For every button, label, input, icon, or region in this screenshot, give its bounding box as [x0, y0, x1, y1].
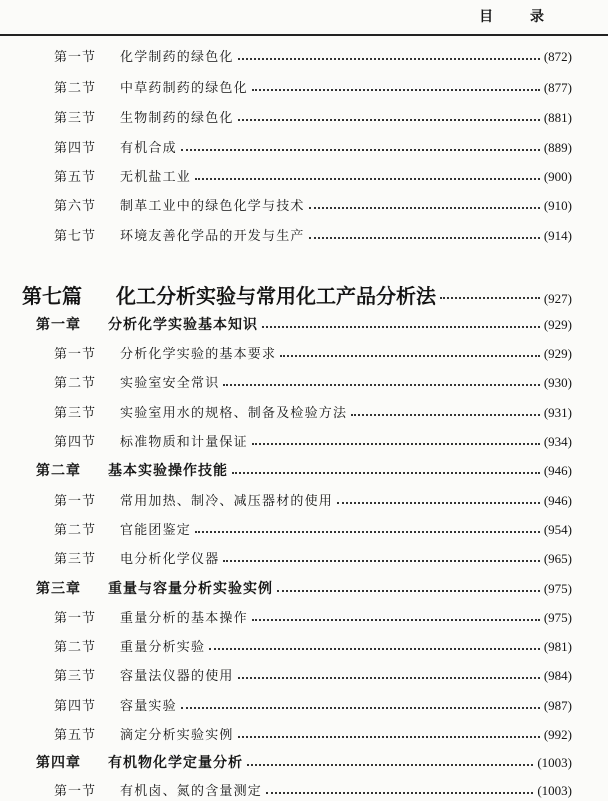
dot-leader: [181, 707, 540, 709]
entry-title: 环境友善化学品的开发与生产: [120, 229, 305, 244]
entry-title: 重量分析的基本操作: [120, 611, 248, 626]
entry-page-number: (975): [543, 610, 572, 625]
toc-entry-chapter[interactable]: [36, 752, 572, 772]
dot-leader: [252, 89, 540, 91]
entry-label: 第五节: [54, 170, 97, 185]
toc-entry-section[interactable]: [54, 166, 572, 185]
dot-leader: [252, 443, 540, 445]
chapter-label: 第一章: [36, 317, 81, 333]
entry-title: 官能团鉴定: [120, 523, 192, 538]
entry-label: 第二节: [54, 640, 97, 655]
dot-leader: [195, 178, 540, 180]
toc-entry-section[interactable]: [54, 490, 572, 509]
entry-title: 生物制药的绿色化: [120, 111, 234, 126]
dot-leader: [309, 207, 540, 209]
chapter-label: 第三章: [36, 581, 81, 597]
entry-label: 第一节: [54, 50, 97, 65]
entry-page-number: (931): [543, 405, 572, 420]
entry-title: 实验室用水的规格、制备及检验方法: [120, 406, 348, 421]
dot-leader: [262, 326, 540, 328]
entry-title: 有机合成: [120, 141, 177, 156]
toc-entry-section[interactable]: [54, 225, 572, 244]
dot-leader: [252, 619, 540, 621]
toc-entry-chapter[interactable]: [36, 314, 572, 334]
entry-title: 有机卤、氮的含量测定: [120, 784, 263, 799]
toc-entry-section[interactable]: [54, 372, 572, 391]
toc-entry-chapter[interactable]: [36, 460, 572, 480]
entry-title: 化学制药的绿色化: [120, 50, 234, 65]
entry-title: 分析化学实验的基本要求: [120, 347, 277, 362]
entry-title: 容量实验: [120, 699, 177, 714]
entry-label: 第一节: [54, 494, 97, 509]
header-title: 目 录: [479, 9, 560, 25]
entry-title: 重量分析实验: [120, 640, 206, 655]
entry-page-number: (914): [543, 228, 572, 243]
toc-entry-section[interactable]: [54, 46, 572, 65]
entry-label: 第四节: [54, 141, 97, 156]
part-label: 第七篇: [22, 284, 82, 308]
toc-entry-section[interactable]: [54, 107, 572, 126]
entry-page-number: (984): [543, 668, 572, 683]
dot-leader: [238, 677, 540, 679]
toc-entry-section[interactable]: [54, 724, 572, 743]
entry-title: 滴定分析实验实例: [120, 728, 234, 743]
dot-leader: [277, 590, 540, 592]
dot-leader: [223, 384, 539, 386]
entry-label: 第一节: [54, 784, 97, 799]
toc-entry-section[interactable]: [54, 665, 572, 684]
toc-entry-section[interactable]: [54, 780, 572, 799]
toc-entry-section[interactable]: [54, 77, 572, 96]
entry-page-number: (981): [543, 639, 572, 654]
entry-page-number: (929): [543, 346, 572, 361]
dot-leader: [266, 792, 533, 794]
toc-entry-section[interactable]: [54, 402, 572, 421]
entry-page-number: (900): [543, 169, 572, 184]
entry-page-number: (987): [543, 698, 572, 713]
entry-page-number: (992): [543, 727, 572, 742]
entry-label: 第二节: [54, 81, 97, 96]
dot-leader: [351, 414, 540, 416]
entry-page-number: (889): [543, 140, 572, 155]
toc-entry-section[interactable]: [54, 195, 572, 214]
toc-entry-section[interactable]: [54, 607, 572, 626]
dot-leader: [309, 237, 540, 239]
entry-page-number: (965): [543, 551, 572, 566]
entry-title: 容量法仪器的使用: [120, 669, 234, 684]
dot-leader: [181, 149, 540, 151]
dot-leader: [280, 355, 540, 357]
dot-leader: [238, 736, 540, 738]
entry-title: 常用加热、制冷、减压器材的使用: [120, 494, 334, 509]
entry-title: 电分析化学仪器: [120, 552, 220, 567]
chapter-page-number: (1003): [537, 755, 572, 770]
entry-page-number: (881): [543, 110, 572, 125]
chapter-page-number: (946): [543, 463, 572, 478]
part-title: 化工分析实验与常用化工产品分析法: [116, 284, 436, 308]
toc-entry-section[interactable]: [54, 636, 572, 655]
entry-label: 第三节: [54, 406, 97, 421]
chapter-title: 有机物化学定量分析: [108, 755, 243, 771]
toc-entry-section[interactable]: [54, 519, 572, 538]
entry-label: 第三节: [54, 552, 97, 567]
entry-page-number: (872): [543, 49, 572, 64]
chapter-page-number: (975): [543, 581, 572, 596]
chapter-title: 分析化学实验基本知识: [108, 317, 258, 333]
toc-entry-chapter[interactable]: [36, 578, 572, 598]
entry-page-number: (934): [543, 434, 572, 449]
toc-entry-section[interactable]: [54, 548, 572, 567]
chapter-page-number: (929): [543, 317, 572, 332]
toc-entry-section[interactable]: [54, 431, 572, 450]
entry-title: 实验室安全常识: [120, 376, 220, 391]
entry-label: 第二节: [54, 376, 97, 391]
dot-leader: [238, 119, 540, 121]
dot-leader: [223, 560, 539, 562]
dot-leader: [238, 58, 540, 60]
entry-page-number: (946): [543, 493, 572, 508]
entry-title: 无机盐工业: [120, 170, 192, 185]
dot-leader: [440, 297, 540, 299]
entry-page-number: (910): [543, 198, 572, 213]
entry-label: 第三节: [54, 111, 97, 126]
entry-label: 第六节: [54, 199, 97, 214]
entry-title: 制革工业中的绿色化学与技术: [120, 199, 305, 214]
dot-leader: [209, 648, 540, 650]
entry-label: 第二节: [54, 523, 97, 538]
chapter-title: 基本实验操作技能: [108, 463, 228, 479]
page-header: [0, 0, 608, 36]
entry-page-number: (877): [543, 80, 572, 95]
dot-leader: [247, 764, 533, 766]
entry-page-number: (954): [543, 522, 572, 537]
dot-leader: [195, 531, 540, 533]
entry-title: 中草药制药的绿色化: [120, 81, 248, 96]
entry-label: 第三节: [54, 669, 97, 684]
dot-leader: [337, 502, 540, 504]
dot-leader: [232, 472, 540, 474]
toc-entry-section[interactable]: [54, 137, 572, 156]
chapter-title: 重量与容量分析实验实例: [108, 581, 273, 597]
chapter-label: 第二章: [36, 463, 81, 479]
entry-page-number: (1003): [537, 783, 572, 798]
toc-entry-part[interactable]: [22, 280, 572, 309]
entry-label: 第四节: [54, 435, 97, 450]
entry-label: 第四节: [54, 699, 97, 714]
entry-title: 标准物质和计量保证: [120, 435, 248, 450]
part-page-number: (927): [543, 291, 572, 306]
entry-label: 第七节: [54, 229, 97, 244]
entry-page-number: (930): [543, 375, 572, 390]
toc-entry-section[interactable]: [54, 695, 572, 714]
entry-label: 第一节: [54, 611, 97, 626]
entry-label: 第五节: [54, 728, 97, 743]
entry-label: 第一节: [54, 347, 97, 362]
chapter-label: 第四章: [36, 755, 81, 771]
toc-entry-section[interactable]: [54, 343, 572, 362]
